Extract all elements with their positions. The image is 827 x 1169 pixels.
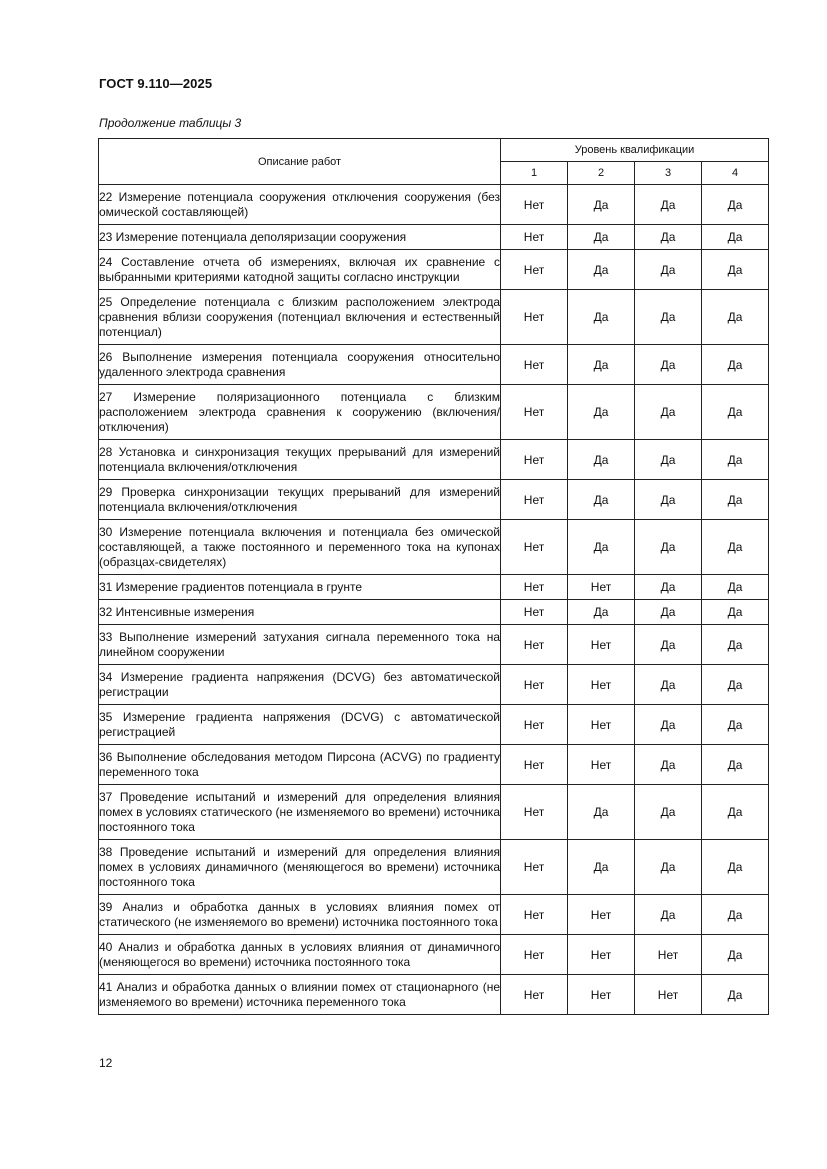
level-1-value: Нет: [501, 785, 568, 840]
level-2-value: Нет: [568, 705, 635, 745]
table-caption: Продолжение таблицы 3: [99, 116, 242, 130]
level-4-value: Да: [702, 225, 769, 250]
level-3-value: Да: [635, 440, 702, 480]
table-row: [99, 935, 769, 975]
level-2-value: Да: [568, 225, 635, 250]
column-header-description: Описание работ: [99, 139, 501, 185]
row-description: 32 Интенсивные измерения: [99, 600, 501, 625]
row-description: 35 Измерение градиента напряжения (DCVG) с автоматической регистрацией: [99, 705, 501, 745]
level-1-value: Нет: [501, 705, 568, 745]
table-row: [99, 975, 769, 1015]
level-3-value: Нет: [635, 935, 702, 975]
level-2-value: Да: [568, 600, 635, 625]
level-2-value: Нет: [568, 935, 635, 975]
level-1-value: Нет: [501, 440, 568, 480]
table-row: [99, 705, 769, 745]
table-row: [99, 520, 769, 575]
level-2-value: Да: [568, 480, 635, 520]
level-2-value: Да: [568, 185, 635, 225]
level-4-value: Да: [702, 935, 769, 975]
level-3-value: Да: [635, 480, 702, 520]
level-2-value: Нет: [568, 575, 635, 600]
row-description: 41 Анализ и обработка данных о влиянии помех от стационарного (не изменяемого во времени) источника переменного тока: [99, 975, 501, 1015]
row-description: 40 Анализ и обработка данных в условиях влияния от динамичного (меняющегося во времени) источника постоянного тока: [99, 935, 501, 975]
table-row: [99, 840, 769, 895]
level-1-value: Нет: [501, 575, 568, 600]
level-2-value: Да: [568, 290, 635, 345]
row-description: 31 Измерение градиентов потенциала в грунте: [99, 575, 501, 600]
level-3-value: Да: [635, 665, 702, 705]
table-row: [99, 745, 769, 785]
table-row: [99, 385, 769, 440]
level-3-value: Да: [635, 745, 702, 785]
level-1-value: Нет: [501, 385, 568, 440]
level-2-value: Да: [568, 785, 635, 840]
level-4-value: Да: [702, 290, 769, 345]
table-row: [99, 665, 769, 705]
level-2-value: Да: [568, 345, 635, 385]
level-4-value: Да: [702, 600, 769, 625]
level-1-value: Нет: [501, 745, 568, 785]
level-1-header: 1: [501, 162, 568, 185]
level-1-value: Нет: [501, 345, 568, 385]
table-row: [99, 250, 769, 290]
column-header-level: Уровень квалификации: [501, 139, 769, 162]
table-row: [99, 345, 769, 385]
level-1-value: Нет: [501, 600, 568, 625]
level-4-value: Да: [702, 785, 769, 840]
level-3-value: Да: [635, 705, 702, 745]
row-description: 39 Анализ и обработка данных в условиях влияния помех от статического (не изменяемого во времени) источника постоянного тока: [99, 895, 501, 935]
level-4-value: Да: [702, 520, 769, 575]
level-3-value: Да: [635, 345, 702, 385]
table-row: [99, 225, 769, 250]
level-3-value: Да: [635, 520, 702, 575]
row-description: 23 Измерение потенциала деполяризации сооружения: [99, 225, 501, 250]
page-number: 12: [99, 1056, 113, 1070]
qualification-table: [98, 138, 769, 1015]
row-description: 36 Выполнение обследования методом Пирсона (ACVG) по градиенту переменного тока: [99, 745, 501, 785]
level-1-value: Нет: [501, 520, 568, 575]
level-1-value: Нет: [501, 975, 568, 1015]
level-2-value: Да: [568, 385, 635, 440]
table-row: [99, 600, 769, 625]
level-3-value: Да: [635, 600, 702, 625]
level-3-value: Да: [635, 895, 702, 935]
level-1-value: Нет: [501, 840, 568, 895]
row-description: 38 Проведение испытаний и измерений для определения влияния помех в условиях динамичного (меняющегося во времени) источника постоянного тока: [99, 840, 501, 895]
level-2-value: Нет: [568, 665, 635, 705]
level-3-value: Да: [635, 575, 702, 600]
table-row: [99, 440, 769, 480]
level-4-value: Да: [702, 625, 769, 665]
level-4-value: Да: [702, 840, 769, 895]
table-row: [99, 575, 769, 600]
row-description: 27 Измерение поляризационного потенциала с близким расположением электрода сравнения к сооружению (включения/отключения): [99, 385, 501, 440]
level-4-header: 4: [702, 162, 769, 185]
level-2-value: Нет: [568, 625, 635, 665]
level-2-value: Да: [568, 250, 635, 290]
level-3-header: 3: [635, 162, 702, 185]
row-description: 37 Проведение испытаний и измерений для определения влияния помех в условиях статического (не изменяемого во времени) источника постоянного тока: [99, 785, 501, 840]
level-1-value: Нет: [501, 895, 568, 935]
table-row: [99, 785, 769, 840]
level-4-value: Да: [702, 975, 769, 1015]
level-4-value: Да: [702, 895, 769, 935]
table-row: [99, 185, 769, 225]
table-row: [99, 480, 769, 520]
level-4-value: Да: [702, 745, 769, 785]
level-4-value: Да: [702, 385, 769, 440]
level-3-value: Да: [635, 385, 702, 440]
level-3-value: Да: [635, 250, 702, 290]
level-2-value: Да: [568, 520, 635, 575]
level-2-value: Да: [568, 840, 635, 895]
row-description: 22 Измерение потенциала сооружения отключения сооружения (без омической составляющей): [99, 185, 501, 225]
row-description: 28 Установка и синхронизация текущих прерываний для измерений потенциала включения/отключения: [99, 440, 501, 480]
level-1-value: Нет: [501, 665, 568, 705]
table-row: [99, 290, 769, 345]
row-description: 25 Определение потенциала с близким расположением электрода сравнения вблизи сооружения (потенциал включения и естественный потенциал): [99, 290, 501, 345]
level-2-value: Нет: [568, 745, 635, 785]
level-2-value: Нет: [568, 895, 635, 935]
level-3-value: Да: [635, 785, 702, 840]
level-1-value: Нет: [501, 185, 568, 225]
level-4-value: Да: [702, 705, 769, 745]
row-description: 34 Измерение градиента напряжения (DCVG) без автоматической регистрации: [99, 665, 501, 705]
table-header-row: [99, 139, 769, 162]
level-1-value: Нет: [501, 290, 568, 345]
level-1-value: Нет: [501, 625, 568, 665]
level-3-value: Да: [635, 185, 702, 225]
level-1-value: Нет: [501, 935, 568, 975]
level-1-value: Нет: [501, 225, 568, 250]
row-description: 33 Выполнение измерений затухания сигнала переменного тока на линейном сооружении: [99, 625, 501, 665]
level-2-header: 2: [568, 162, 635, 185]
row-description: 29 Проверка синхронизации текущих прерываний для измерений потенциала включения/отключения: [99, 480, 501, 520]
level-4-value: Да: [702, 345, 769, 385]
row-description: 24 Составление отчета об измерениях, включая их сравнение с выбранными критериями катодной защиты согласно инструкции: [99, 250, 501, 290]
row-description: 30 Измерение потенциала включения и потенциала без омической составляющей, а также постоянного и переменного тока на купонах (образцах-свидетелях): [99, 520, 501, 575]
level-3-value: Да: [635, 290, 702, 345]
level-3-value: Нет: [635, 975, 702, 1015]
level-4-value: Да: [702, 440, 769, 480]
level-4-value: Да: [702, 480, 769, 520]
level-4-value: Да: [702, 575, 769, 600]
level-3-value: Да: [635, 625, 702, 665]
level-1-value: Нет: [501, 250, 568, 290]
row-description: 26 Выполнение измерения потенциала сооружения относительно удаленного электрода сравнения: [99, 345, 501, 385]
level-2-value: Нет: [568, 975, 635, 1015]
level-2-value: Да: [568, 440, 635, 480]
level-1-value: Нет: [501, 480, 568, 520]
level-3-value: Да: [635, 225, 702, 250]
level-4-value: Да: [702, 250, 769, 290]
level-3-value: Да: [635, 840, 702, 895]
table-row: [99, 895, 769, 935]
document-header: ГОСТ 9.110—2025: [99, 76, 213, 91]
level-4-value: Да: [702, 185, 769, 225]
level-4-value: Да: [702, 665, 769, 705]
table-row: [99, 625, 769, 665]
